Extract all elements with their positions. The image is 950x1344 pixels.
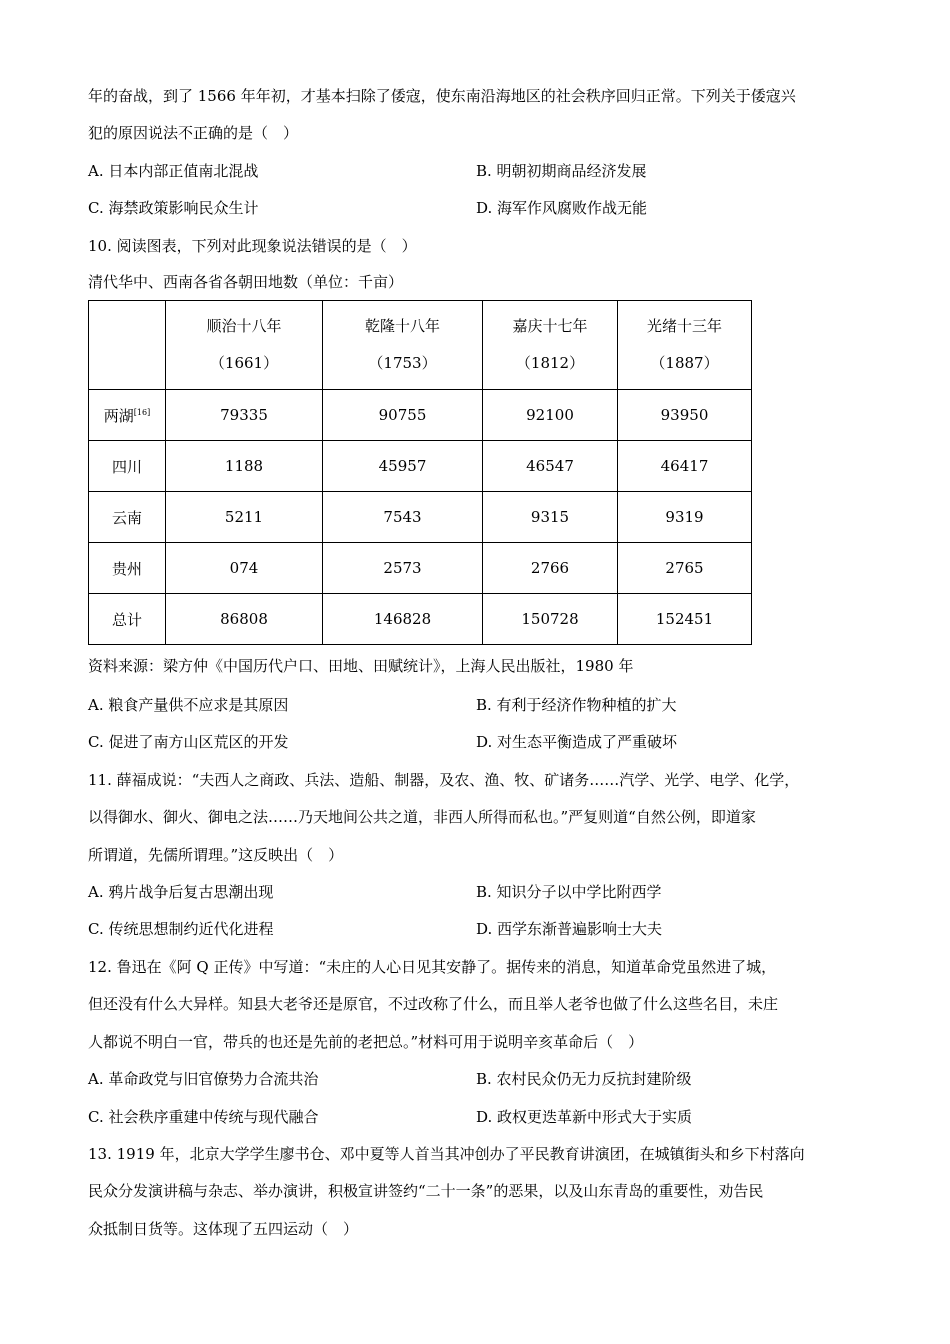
q11-option-b[interactable]: B. 知识分子以中学比附西学 (476, 883, 662, 902)
table-cell: 1188 (166, 441, 323, 492)
table-corner-cell (89, 301, 166, 390)
q9-line-1: 年的奋战，到了 1566 年年初，才基本扫除了倭寇，使东南沿海地区的社会秩序回归正常。下列关于倭寇兴 (88, 87, 796, 105)
q12-options-row-2 (88, 1099, 868, 1136)
table-cell: 46547 (483, 441, 618, 492)
q11-option-c[interactable]: C. 传统思想制约近代化进程 (88, 920, 274, 939)
q11-line-1: 11. 薛福成说：“夫西人之商政、兵法、造船、制器，及农、渔、牧、矿诸务……汽学、光学、电学、化学， (88, 770, 800, 789)
table-row (89, 543, 752, 594)
q10-option-d[interactable]: D. 对生态平衡造成了严重破坏 (476, 733, 678, 752)
table-cell: 146828 (323, 594, 483, 645)
q12-option-a[interactable]: A. 革命政党与旧官僚势力合流共治 (88, 1070, 319, 1089)
table-cell: 152451 (618, 594, 752, 645)
row-label-guizhou: 贵州 (89, 543, 166, 594)
footnote-marker: [16] (133, 407, 151, 417)
table-cell: 93950 (618, 390, 752, 441)
q11-options-row-2 (88, 911, 868, 948)
table-row (89, 390, 752, 441)
q11-options-row-1 (88, 874, 868, 911)
q10-option-a[interactable]: A. 粮食产量供不应求是其原因 (88, 696, 289, 715)
q9-line-2: 犯的原因说法不正确的是（ ） (88, 124, 299, 143)
header-qianlong: 乾隆十八年 （1753） (323, 301, 483, 390)
table-source: 资料来源：梁方仲《中国历代户口、田地、田赋统计》，上海人民出版社，1980 年 (88, 657, 634, 676)
q12-line-3: 人都说不明白一官，带兵的也还是先前的老把总。”材料可用于说明辛亥革命后（ ） (88, 1032, 644, 1051)
q12-options-row-1 (88, 1061, 868, 1098)
farmland-table (88, 300, 752, 645)
header-jiaqing: 嘉庆十七年 （1812） (483, 301, 618, 390)
q10-option-c[interactable]: C. 促进了南方山区荒区的开发 (88, 733, 289, 752)
q11-option-d[interactable]: D. 西学东渐普遍影响士大夫 (476, 920, 663, 939)
table-cell: 150728 (483, 594, 618, 645)
table-cell: 2573 (323, 543, 483, 594)
q13-line-2: 民众分发演讲稿与杂志、举办演讲，积极宣讲签约“二十一条”的恶果，以及山东青岛的重要性，劝告民 (88, 1182, 764, 1201)
q10-option-b[interactable]: B. 有利于经济作物种植的扩大 (476, 696, 677, 715)
header-shunzhi: 顺治十八年 （1661） (166, 301, 323, 390)
q13-line-1: 13. 1919 年，北京大学学生廖书仓、邓中夏等人首当其冲创办了平民教育讲演团，在城镇街头和乡下村落向 (88, 1144, 805, 1163)
q10-stem: 10. 阅读图表，下列对此现象说法错误的是（ ） (88, 236, 417, 255)
table-cell: 2766 (483, 543, 618, 594)
table-caption: 清代华中、西南各省各朝田地数（单位：千亩） (88, 273, 404, 292)
q10-options-row-1 (88, 687, 868, 724)
q9-option-c[interactable]: C. 海禁政策影响民众生计 (88, 199, 259, 218)
table-cell: 92100 (483, 390, 618, 441)
table-row (89, 441, 752, 492)
q12-option-c[interactable]: C. 社会秩序重建中传统与现代融合 (88, 1107, 319, 1126)
row-label-lianghu: 两湖[16] (89, 390, 166, 441)
q9-option-a[interactable]: A. 日本内部正值南北混战 (88, 161, 259, 180)
table-cell: 90755 (323, 390, 483, 441)
table-cell: 86808 (166, 594, 323, 645)
q10-options-row-2 (88, 724, 868, 761)
q9-options-row-1 (88, 153, 868, 190)
row-label-yunnan: 云南 (89, 492, 166, 543)
q12-option-d[interactable]: D. 政权更迭革新中形式大于实质 (476, 1107, 693, 1126)
row-label-total: 总计 (89, 594, 166, 645)
table-cell: 46417 (618, 441, 752, 492)
q11-line-3: 所谓道，先儒所谓理。”这反映出（ ） (88, 845, 344, 864)
q9-options-row-2 (88, 190, 868, 227)
q13-line-3: 众抵制日货等。这体现了五四运动（ ） (88, 1219, 359, 1238)
table-cell: 2765 (618, 543, 752, 594)
table-cell: 45957 (323, 441, 483, 492)
exam-page (88, 78, 868, 1248)
q11-option-a[interactable]: A. 鸦片战争后复古思潮出现 (88, 883, 274, 902)
table-cell: 5211 (166, 492, 323, 543)
q12-line-2: 但还没有什么大异样。知县大老爷还是原官，不过改称了什么，而且举人老爷也做了什么这些名目，未庄 (88, 995, 779, 1014)
table-row (89, 594, 752, 645)
q9-option-b[interactable]: B. 明朝初期商品经济发展 (476, 161, 647, 180)
q12-option-b[interactable]: B. 农村民众仍无力反抗封建阶级 (476, 1070, 692, 1089)
table-cell: 074 (166, 543, 323, 594)
table-header-row (89, 301, 752, 390)
row-label-sichuan: 四川 (89, 441, 166, 492)
q12-line-1: 12. 鲁迅在《阿 Q 正传》中写道：“未庄的人心日见其安静了。据传来的消息，知道革命党虽然进了城， (88, 957, 777, 976)
header-guangxu: 光绪十三年 （1887） (618, 301, 752, 390)
table-row (89, 492, 752, 543)
q9-option-d[interactable]: D. 海军作风腐败作战无能 (476, 199, 648, 218)
table-cell: 9315 (483, 492, 618, 543)
q11-line-2: 以得御水、御火、御电之法……乃天地间公共之道，非西人所得而私也。”严复则道“自然公例，即道家 (88, 808, 756, 827)
table-cell: 7543 (323, 492, 483, 543)
table-cell: 9319 (618, 492, 752, 543)
table-cell: 79335 (166, 390, 323, 441)
